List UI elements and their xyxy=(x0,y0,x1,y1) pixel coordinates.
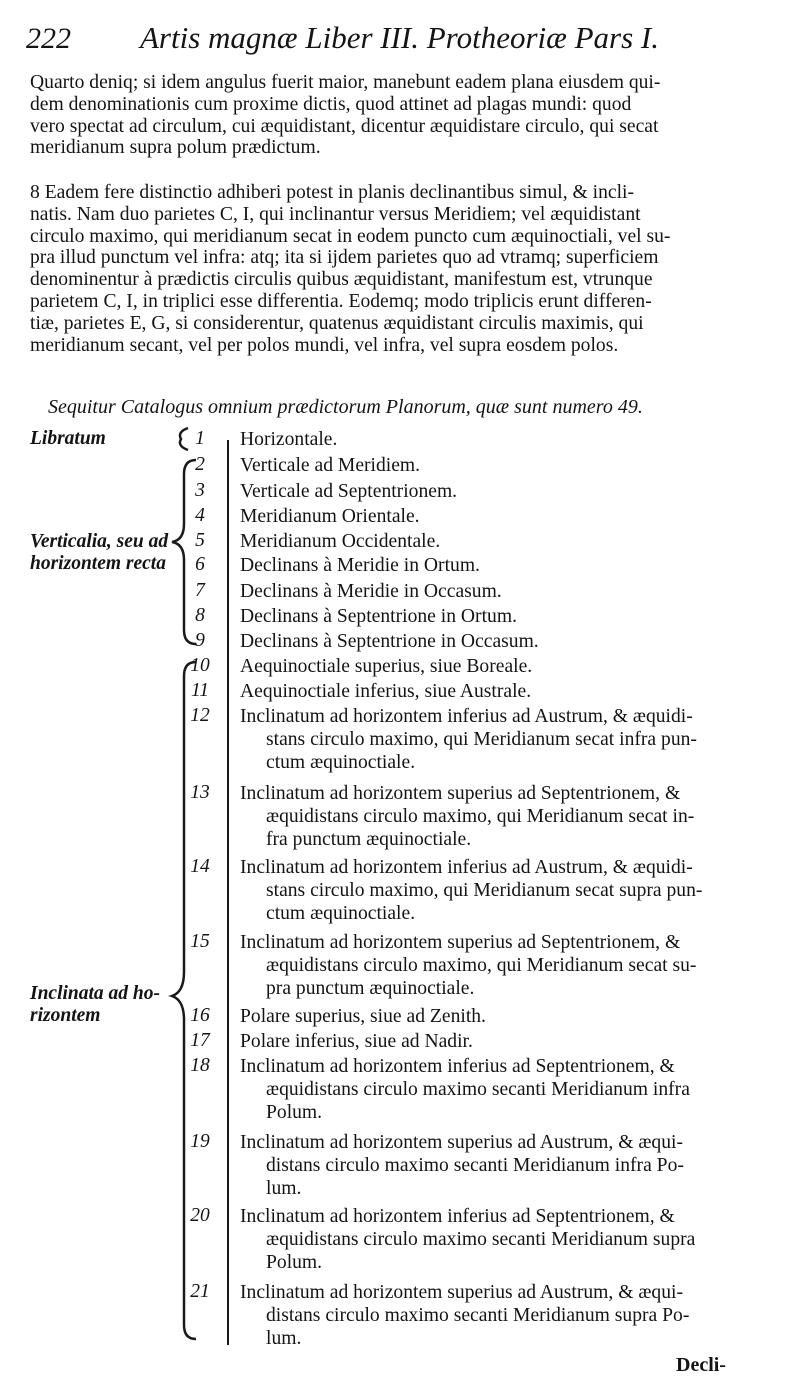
entry-text xyxy=(240,680,760,703)
entry-line: Polum. xyxy=(266,1252,323,1273)
entry-text xyxy=(240,1205,760,1274)
entry-text xyxy=(240,856,760,925)
entry-text xyxy=(240,530,760,553)
entry-number: 13 xyxy=(190,782,210,803)
text-line: natis. Nam duo parietes C, I, qui inclinantur versus Meridiem; vel æquidistant xyxy=(30,203,641,225)
entry-line: Inclinatum ad horizontem superius ad Austrum, & æqui- xyxy=(240,1282,683,1303)
entry-line: stans circulo maximo, qui Meridianum secat supra pun- xyxy=(266,880,703,901)
group-label-line: rizontem xyxy=(30,1005,101,1026)
text-line: denominentur à prædictis circulis quibus æquidistant, manifestum est, vtrunque xyxy=(30,269,653,291)
entry-line: lum. xyxy=(266,1328,302,1349)
brace-inclinata xyxy=(172,662,196,1339)
entry-text xyxy=(240,454,760,477)
entry-line: Verticale ad Meridiem. xyxy=(240,455,421,476)
group-label-line: Inclinata ad ho- xyxy=(30,983,161,1004)
entry-number: 21 xyxy=(190,1281,210,1302)
entry-text xyxy=(240,554,760,577)
entry-number: 12 xyxy=(190,705,210,726)
entry-number: 8 xyxy=(195,605,205,626)
text-line: circulo maximo, qui meridianum secat in eodem puncto cum æquinoctiali, vel su- xyxy=(30,225,671,247)
entry-line: Inclinatum ad horizontem superius ad Austrum, & æqui- xyxy=(240,1132,683,1153)
text-line: tiæ, parietes E, G, si considerentur, quatenus æquidistant circulis maximis, qui xyxy=(30,312,644,334)
text-line: dem denominationis cum proxime dictis, quod attinet ad plagas mundi: quod xyxy=(30,93,632,115)
entry-line: Inclinatum ad horizontem superius ad Septentrionem, & xyxy=(240,932,681,953)
entry-number: 18 xyxy=(190,1055,210,1076)
entry-text xyxy=(240,428,760,451)
entry-line: Declinans à Septentrione in Occasum. xyxy=(240,631,539,652)
text-line: meridianum secant, vel per polos mundi, vel infra, vel supra eosdem polos. xyxy=(30,334,619,356)
entry-number: 15 xyxy=(190,931,210,952)
entry-text xyxy=(240,630,760,653)
catalog-divider-line xyxy=(227,440,229,1345)
page-number: 222 xyxy=(26,22,71,55)
group-label-line: horizontem recta xyxy=(30,553,166,574)
entry-number: 2 xyxy=(195,454,205,475)
entry-line: æquidistans circulo maximo, qui Meridianum secat su- xyxy=(266,955,697,976)
entry-text xyxy=(240,782,760,851)
entry-text xyxy=(240,580,760,603)
entry-line: Horizontale. xyxy=(240,429,338,450)
entry-number: 6 xyxy=(195,554,205,575)
entry-line: Polare superius, siue ad Zenith. xyxy=(240,1006,486,1027)
text-line: parietem C, I, in triplici esse differentia. Eodemq; modo triplicis erunt differen- xyxy=(30,290,652,312)
entry-number: 14 xyxy=(190,856,210,877)
entry-number: 1 xyxy=(195,428,205,449)
text-line: meridianum supra polum prædictum. xyxy=(30,137,321,159)
text-line: pra illud punctum vel infra: atq; ita si ijdem parietes quo ad vtramq; superficiem xyxy=(30,247,659,269)
entry-text xyxy=(240,1131,760,1200)
entry-line: distans circulo maximo secanti Meridianum supra Po- xyxy=(266,1305,690,1326)
entry-line: Polare inferius, siue ad Nadir. xyxy=(240,1031,473,1052)
entry-line: Inclinatum ad horizontem inferius ad Septentrionem, & xyxy=(240,1056,675,1077)
group-label-line: Verticalia, seu ad xyxy=(30,531,169,552)
entry-number: 4 xyxy=(195,505,205,526)
entry-text xyxy=(240,1005,760,1028)
entry-line: æquidistans circulo maximo secanti Meridianum supra xyxy=(266,1229,696,1250)
entry-line: æquidistans circulo maximo secanti Meridianum infra xyxy=(266,1079,690,1100)
entry-text xyxy=(240,1281,760,1350)
entry-number: 11 xyxy=(190,680,210,701)
entry-line: distans circulo maximo secanti Meridianum infra Po- xyxy=(266,1155,684,1176)
entry-text xyxy=(240,655,760,678)
group-label-line: Libratum xyxy=(30,428,106,449)
text-line: Quarto deniq; si idem angulus fuerit maior, manebunt eadem plana eiusdem qui- xyxy=(30,72,661,93)
entry-line: Declinans à Meridie in Occasum. xyxy=(240,581,502,602)
entry-line: Inclinatum ad horizontem inferius ad Austrum, & æquidi- xyxy=(240,706,693,727)
entry-line: ctum æquinoctiale. xyxy=(266,903,416,924)
catchword: Decli- xyxy=(676,1354,726,1376)
entry-text xyxy=(240,480,760,503)
entry-line: æquidistans circulo maximo, qui Meridianum secat in- xyxy=(266,806,695,827)
entry-text xyxy=(240,705,760,774)
entry-line: ctum æquinoctiale. xyxy=(266,752,416,773)
entry-number: 10 xyxy=(190,655,210,676)
entry-number: 7 xyxy=(195,580,205,601)
entry-line: Inclinatum ad horizontem inferius ad Austrum, & æquidi- xyxy=(240,857,693,878)
entry-number: 20 xyxy=(190,1205,210,1226)
entry-line: Meridianum Orientale. xyxy=(240,506,420,527)
entry-number: 16 xyxy=(190,1005,210,1026)
entry-line: Aequinoctiale superius, siue Boreale. xyxy=(240,656,533,677)
entry-line: Meridianum Occidentale. xyxy=(240,531,441,552)
entry-number: 5 xyxy=(195,530,205,551)
text-line: 8 Eadem fere distinctio adhiberi potest in planis declinantibus simul, & incli- xyxy=(30,182,635,203)
entry-line: Verticale ad Septentrionem. xyxy=(240,481,458,502)
entry-line: pra punctum æquinoctiale. xyxy=(266,978,475,999)
entry-line: fra punctum æquinoctiale. xyxy=(266,829,472,850)
entry-number: 19 xyxy=(190,1131,210,1152)
entry-line: Inclinatum ad horizontem inferius ad Septentrionem, & xyxy=(240,1206,675,1227)
entry-line: Inclinatum ad horizontem superius ad Septentrionem, & xyxy=(240,783,681,804)
entry-line: Polum. xyxy=(266,1102,323,1123)
catalog-title: Sequitur Catalogus omnium prædictorum Planorum, quæ sunt numero 49. xyxy=(48,396,643,418)
entry-text xyxy=(240,931,760,1000)
entry-line: Declinans à Meridie in Ortum. xyxy=(240,555,480,576)
entry-text xyxy=(240,505,760,528)
entry-text xyxy=(240,1030,760,1053)
text-line: vero spectat ad circulum, cui æquidistant, dicentur æquidistare circulo, qui secat xyxy=(30,115,659,137)
entry-number: 3 xyxy=(195,480,205,501)
entry-line: Declinans à Septentrione in Ortum. xyxy=(240,606,517,627)
entry-line: lum. xyxy=(266,1178,302,1199)
entry-text xyxy=(240,1055,760,1124)
running-title: Artis magnæ Liber III. Protheoriæ Pars I. xyxy=(140,20,659,55)
entry-text xyxy=(240,605,760,628)
entry-line: stans circulo maximo, qui Meridianum secat infra pun- xyxy=(266,729,697,750)
entry-number: 17 xyxy=(190,1030,210,1051)
entry-number: 9 xyxy=(195,630,205,651)
entry-line: Aequinoctiale inferius, siue Australe. xyxy=(240,681,532,702)
